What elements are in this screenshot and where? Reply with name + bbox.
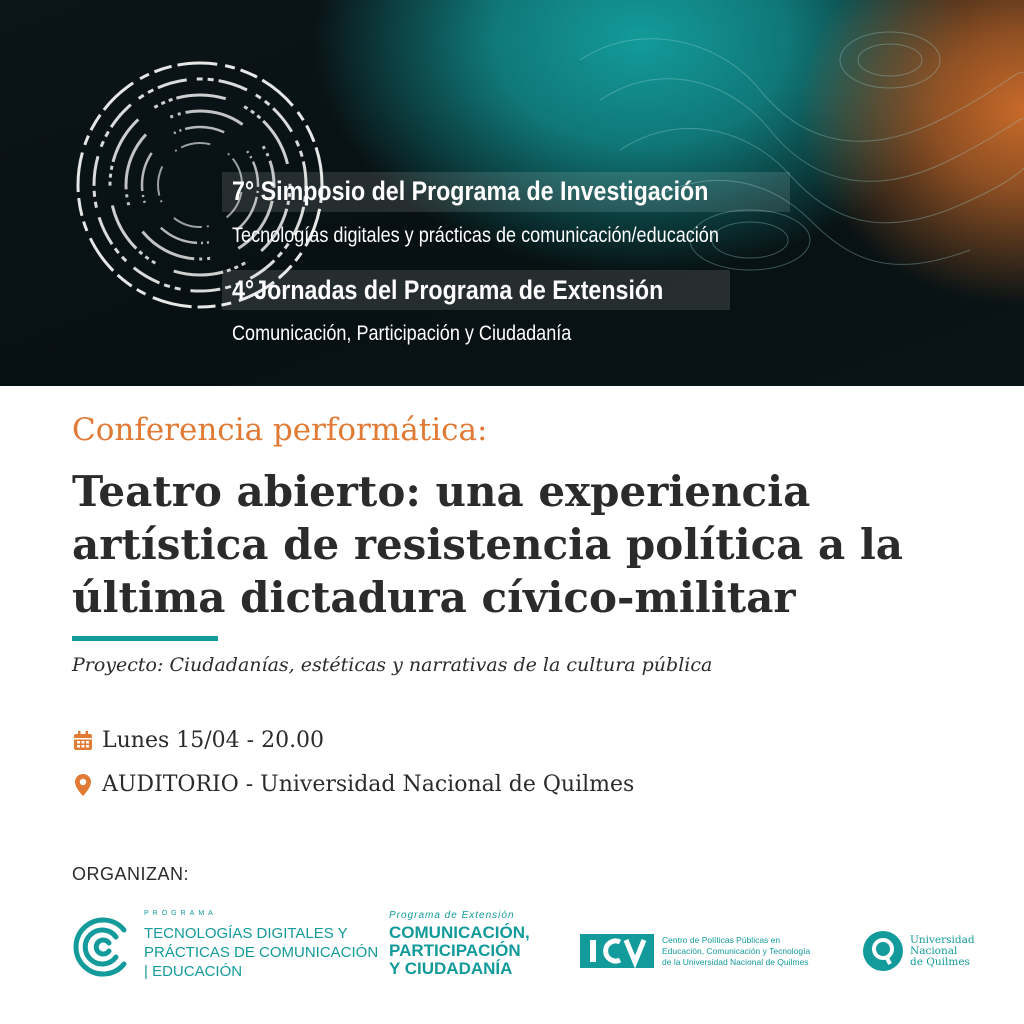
headline-line-1: Teatro abierto: una experiencia	[72, 467, 811, 516]
logo4-line-3: de Quilmes	[910, 955, 970, 968]
logo-tecnologias-digitales	[72, 910, 382, 990]
logo3-line-1: Centro de Políticas Públicas en	[662, 934, 781, 945]
logo1-line-3: | EDUCACIÓN	[144, 963, 243, 980]
icv-logo-icon	[580, 934, 654, 968]
logo-programa-extension	[389, 910, 530, 978]
organizers-label: ORGANIZAN:	[72, 864, 190, 884]
headline-line-2: artística de resistencia política a la	[72, 520, 903, 569]
jornadas-title: 4°Jornadas del Programa de Extensión	[232, 275, 664, 305]
event-date: Lunes 15/04 - 20.00	[102, 728, 325, 753]
logo1-text	[144, 924, 378, 981]
unq-logo-icon	[862, 930, 904, 972]
accent-divider	[72, 636, 218, 641]
logo3-line-2: Educación, Comunicación y Tecnología	[662, 945, 811, 956]
event-location-row	[72, 772, 634, 797]
program-c-logo-icon	[72, 916, 134, 978]
hero-banner	[0, 0, 1024, 386]
logo2-line-3: Y CIUDADANÍA	[389, 959, 513, 978]
logo3-line-3: de la Universidad Nacional de Quilmes	[662, 956, 809, 967]
event-headline	[72, 465, 972, 624]
logo4-line-2: Nacional	[910, 944, 958, 957]
logo4-line-1: Universidad	[910, 933, 975, 946]
logo1-line-1: TECNOLOGÍAS DIGITALES Y	[144, 925, 348, 942]
event-kicker: Conferencia performática:	[72, 412, 488, 448]
event-location: AUDITORIO - Universidad Nacional de Quilmes	[102, 772, 635, 797]
jornadas-subtitle: Comunicación, Participación y Ciudadanía	[232, 322, 572, 345]
logo-unq	[862, 930, 975, 972]
logo1-line-2: PRÁCTICAS DE COMUNICACIÓN	[144, 944, 379, 961]
logo2-line-1: COMUNICACIÓN,	[389, 923, 530, 942]
logo-centro-politicas	[580, 934, 810, 968]
headline-line-3: última dictadura cívico-militar	[72, 573, 796, 622]
event-date-row	[72, 728, 324, 753]
logo2-text	[389, 924, 530, 978]
symposium-subtitle: Tecnologías digitales y prácticas de comunicación/educación	[232, 224, 719, 247]
symposium-title: 7° Simposio del Programa de Investigación	[232, 176, 709, 206]
project-line: Proyecto: Ciudadanías, estéticas y narrativas de la cultura pública	[72, 654, 713, 676]
logo4-text	[910, 935, 975, 968]
logo2-line-2: PARTICIPACIÓN	[389, 941, 521, 960]
logo2-small: Programa de Extensión	[389, 910, 515, 921]
map-pin-icon	[72, 773, 94, 797]
calendar-icon	[72, 730, 94, 752]
logo3-text	[662, 935, 810, 968]
logo1-small: PROGRAMA	[144, 910, 217, 917]
